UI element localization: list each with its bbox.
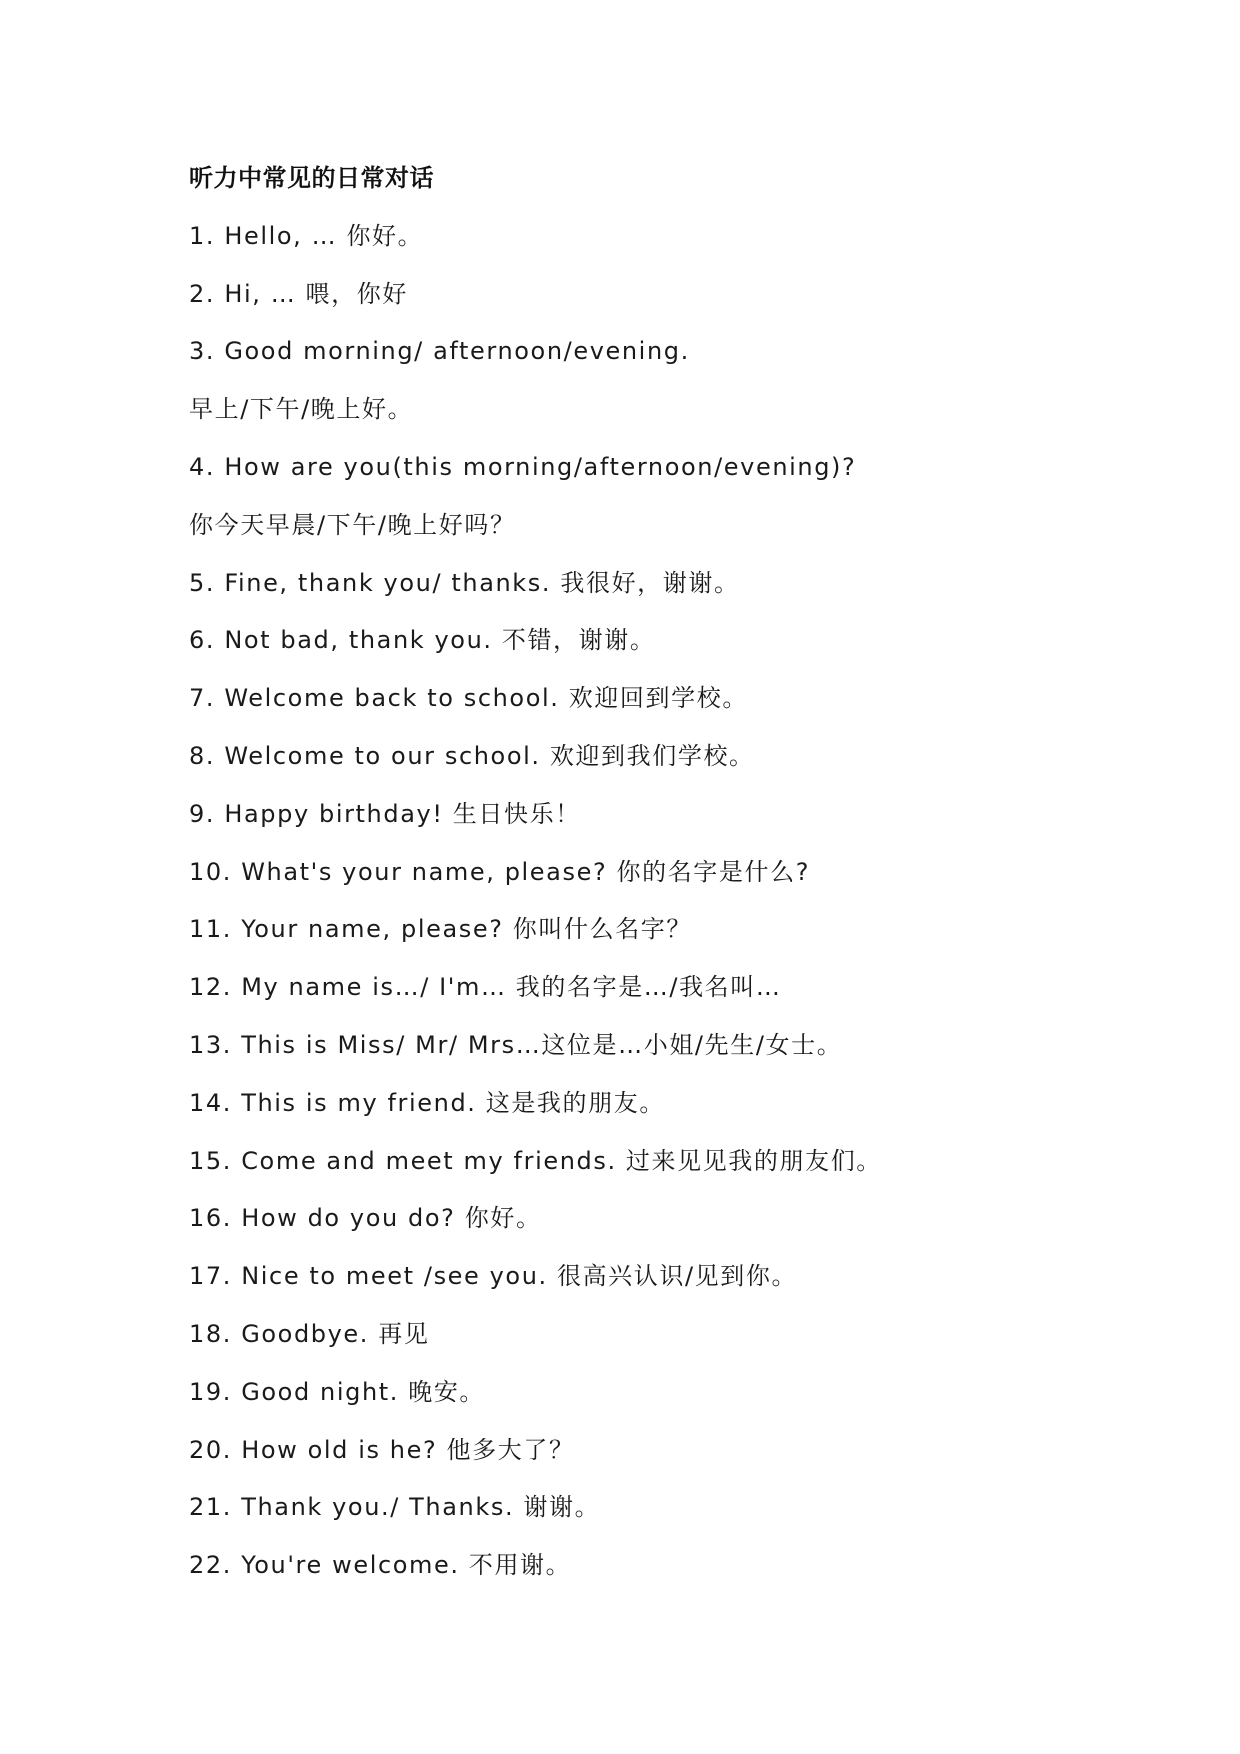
dialogue-line: 9. Happy birthday! 生日快乐！ xyxy=(189,799,581,828)
dialogue-line: 早上/下午/晚上好。 xyxy=(189,395,414,424)
dialogue-line: 你今天早晨/下午/晚上好吗？ xyxy=(189,510,516,539)
dialogue-line: 12. My name is…/ I'm… 我的名字是…/我名叫… xyxy=(189,973,782,1002)
dialogue-line: 3. Good morning/ afternoon/evening. xyxy=(189,337,690,366)
dialogue-line: 8. Welcome to our school. 欢迎到我们学校。 xyxy=(189,741,755,770)
dialogue-line: 18. Goodbye. 再见 xyxy=(189,1319,430,1348)
dialogue-line: 20. How old is he? 他多大了？ xyxy=(189,1435,575,1464)
dialogue-line: 6. Not bad, thank you. 不错，谢谢。 xyxy=(189,626,656,655)
dialogue-line: 2. Hi, … 喂，你好 xyxy=(189,279,408,308)
document-content xyxy=(189,158,1089,1603)
dialogue-line: 15. Come and meet my friends. 过来见见我的朋友们。 xyxy=(189,1146,882,1175)
dialogue-line: 11. Your name, please? 你叫什么名字？ xyxy=(189,915,692,944)
dialogue-line: 13. This is Miss/ Mr/ Mrs…这位是…小姐/先生/女士。 xyxy=(189,1030,843,1059)
document-title: 听力中常见的日常对话 xyxy=(189,164,434,192)
dialogue-line: 10. What's your name, please? 你的名字是什么? xyxy=(189,857,811,886)
dialogue-line: 7. Welcome back to school. 欢迎回到学校。 xyxy=(189,684,748,713)
dialogue-line: 21. Thank you./ Thanks. 谢谢。 xyxy=(189,1493,601,1522)
dialogue-line: 14. This is my friend. 这是我的朋友。 xyxy=(189,1088,665,1117)
dialogue-line: 5. Fine, thank you/ thanks. 我很好，谢谢。 xyxy=(189,568,740,597)
dialogue-line: 16. How do you do? 你好。 xyxy=(189,1204,542,1233)
dialogue-line: 1. Hello, … 你好。 xyxy=(189,221,424,250)
dialogue-line: 4. How are you(this morning/afternoon/evening)? xyxy=(189,452,857,481)
dialogue-line: 17. Nice to meet /see you. 很高兴认识/见到你。 xyxy=(189,1262,798,1291)
dialogue-line: 22. You're welcome. 不用谢。 xyxy=(189,1551,572,1580)
dialogue-line: 19. Good night. 晚安。 xyxy=(189,1377,486,1406)
